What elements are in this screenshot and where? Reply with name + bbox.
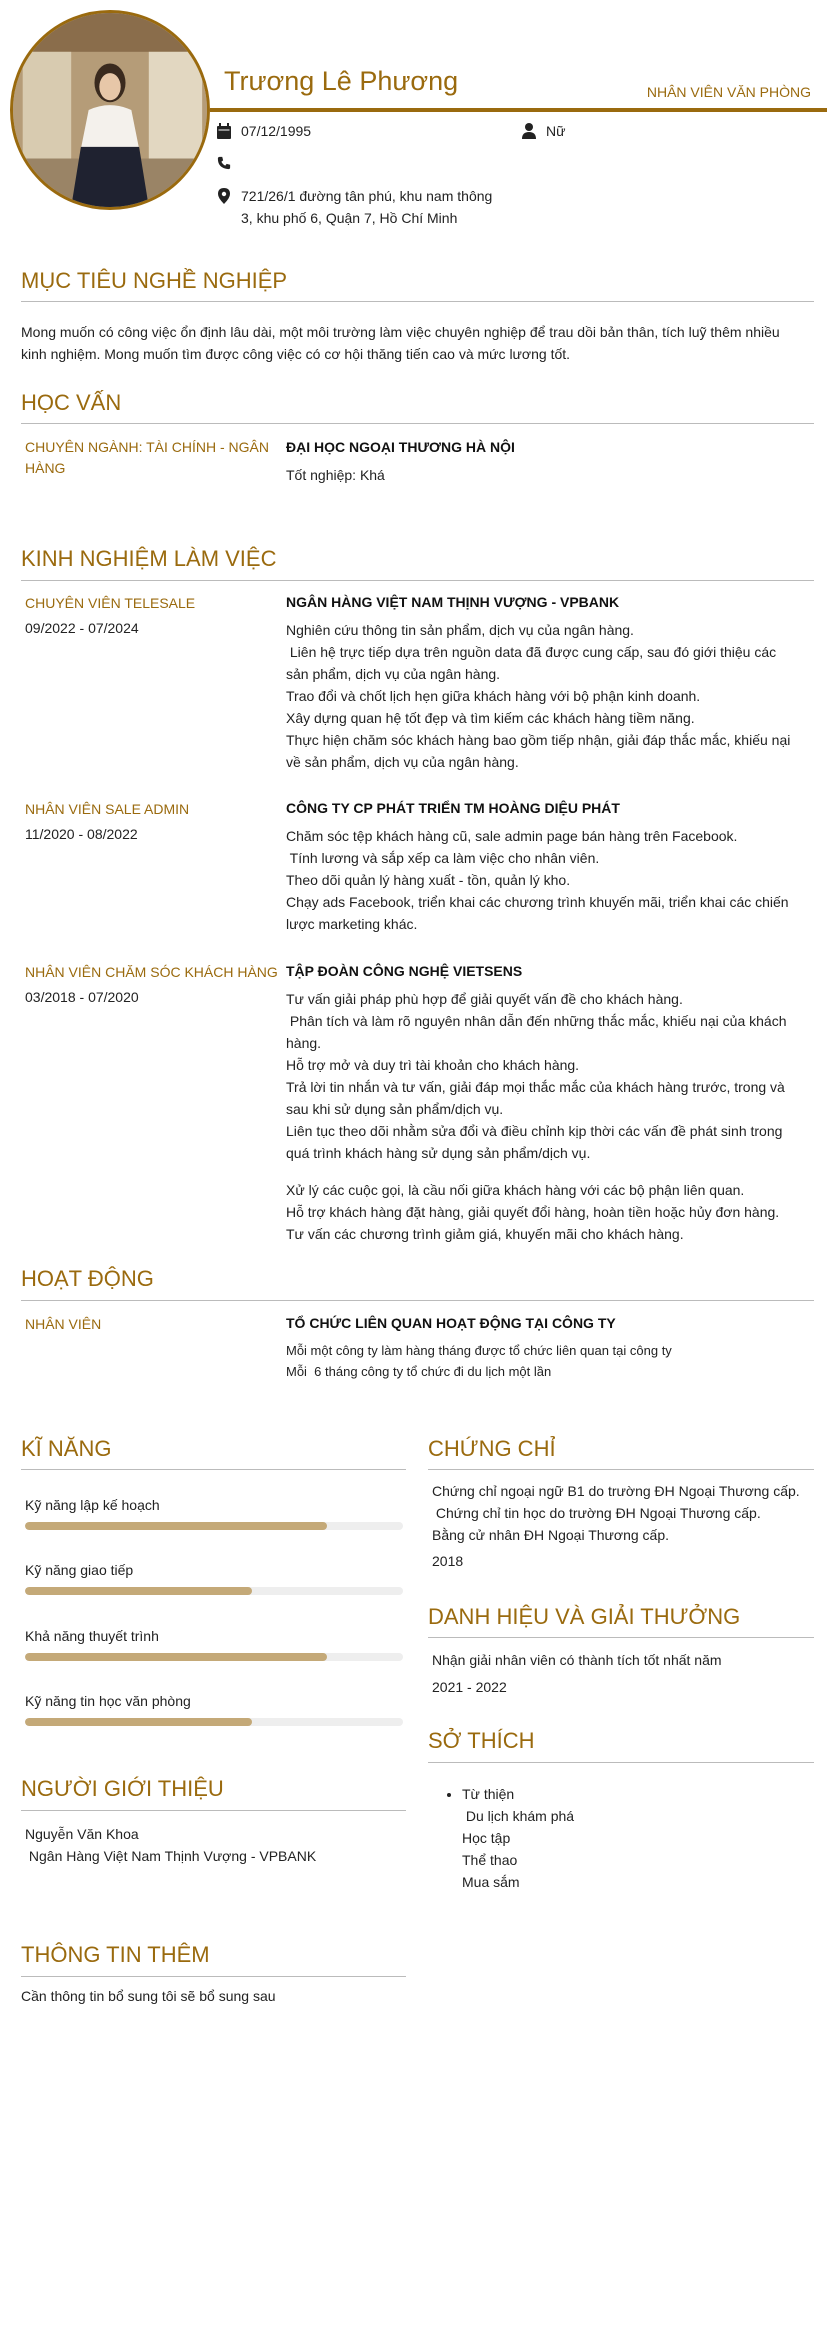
phone-icon <box>217 155 231 171</box>
skill-bar <box>25 1522 403 1530</box>
job-2-line: Chăm sóc tệp khách hàng cũ, sale admin page bán hàng trên Facebook. <box>286 828 738 844</box>
user-icon <box>522 123 536 139</box>
hobby-line: Du lịch khám phá <box>462 1808 575 1824</box>
calendar-icon <box>217 123 231 139</box>
reference-name: Nguyễn Văn Khoa <box>25 1826 139 1842</box>
education-school: ĐẠI HỌC NGOẠI THƯƠNG HÀ NỘI <box>286 439 515 455</box>
job-company-3: TẬP ĐOÀN CÔNG NGHỆ VIETSENS <box>286 963 523 979</box>
objective-line-2: kinh nghiệm. Mong muốn tìm được công việc có cơ hội thăng tiến cao và mức lương tốt. <box>21 346 571 362</box>
skill-name: Kỹ năng tin học văn phòng <box>25 1693 191 1709</box>
skill-bar-fill <box>25 1587 252 1595</box>
education-grade: Tốt nghiệp: Khá <box>286 467 385 483</box>
header-divider <box>210 108 827 112</box>
activity-line: Mỗi một công ty làm hàng tháng được tổ chức liên quan tại công ty <box>286 1343 672 1358</box>
job-start-1: 09/2022 <box>25 620 76 636</box>
job-dates-3: 03/2018 - 07/2020 <box>25 989 139 1005</box>
education-divider <box>21 423 814 424</box>
gender-text: Nữ <box>546 123 566 139</box>
address-line-1: 721/26/1 đường tân phú, khu nam thông <box>241 188 493 204</box>
job-2-line: Theo dõi quản lý hàng xuất - tồn, quản lý kho. <box>286 872 571 888</box>
skill-bar-fill <box>25 1522 327 1530</box>
job-role-2: NHÂN VIÊN SALE ADMIN <box>25 801 190 817</box>
skill-bar-fill <box>25 1653 327 1661</box>
activities-title: HOẠT ĐỘNG <box>21 1266 154 1291</box>
job-2-line: lược marketing khác. <box>286 916 418 932</box>
hobbies-divider <box>428 1762 814 1763</box>
certificate-line: Chứng chỉ tin học do trường ĐH Ngoại Thương cấp. <box>432 1505 761 1521</box>
references-divider <box>21 1810 406 1811</box>
job-1-line: Xây dựng quan hệ tốt đẹp và tìm kiếm các khách hàng tiềm năng. <box>286 710 695 726</box>
job-desc-2 <box>286 825 811 935</box>
hobby-line: Học tập <box>462 1830 511 1846</box>
award-year: 2021 - 2022 <box>432 1679 507 1695</box>
hobby-item <box>462 1783 574 1893</box>
hobbies-title: SỞ THÍCH <box>428 1728 535 1753</box>
job-3-line: Xử lý các cuộc gọi, là cầu nối giữa khách hàng với các bộ phận liên quan. <box>286 1182 745 1198</box>
job-end-1: 07/2024 <box>88 620 139 636</box>
activity-line: Mỗi 6 tháng công ty tổ chức đi du lịch một lần <box>286 1364 552 1379</box>
job-start-3: 03/2018 <box>25 989 76 1005</box>
award-text: Nhận giải nhân viên có thành tích tốt nhất năm <box>432 1652 722 1668</box>
activity-role: NHÂN VIÊN <box>25 1316 102 1332</box>
skill-name: Kỹ năng giao tiếp <box>25 1562 134 1578</box>
certificate-line: Chứng chỉ ngoại ngữ B1 do trường ĐH Ngoại Thương cấp. <box>432 1483 800 1499</box>
job-end-3: 07/2020 <box>88 989 139 1005</box>
job-3-line: sau khi sử dụng sản phẩm/dịch vụ. <box>286 1101 504 1117</box>
certificates-divider <box>428 1469 814 1470</box>
job-company-2: CÔNG TY CP PHÁT TRIỂN TM HOÀNG DIỆU PHÁT <box>286 800 620 816</box>
job-3-line: Hỗ trợ mở và duy trì tài khoản cho khách hàng. <box>286 1057 580 1073</box>
hobby-line: Thể thao <box>462 1852 518 1868</box>
more-info-title: THÔNG TIN THÊM <box>21 1942 210 1967</box>
job-desc-1 <box>286 619 811 773</box>
job-dates-2: 11/2020 - 08/2022 <box>25 826 138 842</box>
job-end-2: 08/2022 <box>87 826 138 842</box>
job-role-3: NHÂN VIÊN CHĂM SÓC KHÁCH HÀNG <box>25 964 278 980</box>
education-major-line-1: CHUYÊN NGÀNH: TÀI CHÍNH - NGÂN <box>25 439 269 455</box>
job-3-line: Liên tục theo dõi nhằm sửa đổi và điều chỉnh kịp thời các vấn đề phát sinh trong <box>286 1123 783 1139</box>
skill-name: Kỹ năng lập kế hoạch <box>25 1497 160 1513</box>
reference-org: Ngân Hàng Việt Nam Thịnh Vượng - VPBANK <box>25 1848 317 1864</box>
job-3-line: Hỗ trợ khách hàng đặt hàng, giải quyết đổi hàng, hoàn tiền hoặc hủy đơn hàng. <box>286 1204 780 1220</box>
skills-title: KĨ NĂNG <box>21 1436 112 1461</box>
job-desc-3 <box>286 988 811 1245</box>
avatar-photo-icon <box>13 13 207 207</box>
hobbies-list <box>440 1783 574 1893</box>
address-line-2: 3, khu phố 6, Quận 7, Hồ Chí Minh <box>241 210 458 226</box>
job-role-1: CHUYÊN VIÊN TELESALE <box>25 595 196 611</box>
job-2-line: Tính lương và sắp xếp ca làm việc cho nhân viên. <box>286 850 600 866</box>
references-title: NGƯỜI GIỚI THIỆU <box>21 1776 224 1801</box>
job-3-line: Tư vấn các chương trình giảm giá, khuyến mãi cho khách hàng. <box>286 1226 684 1242</box>
awards-divider <box>428 1637 814 1638</box>
job-1-line: Nghiên cứu thông tin sản phẩm, dịch vụ của ngân hàng. <box>286 622 634 638</box>
job-1-line: sản phẩm, dịch vụ của ngân hàng. <box>286 666 501 682</box>
job-3-line: Phân tích và làm rõ nguyên nhân dẫn đến những thắc mắc, khiếu nại của khách <box>286 1013 787 1029</box>
job-3-line: Trả lời tin nhắn và tư vấn, giải đáp mọi thắc mắc của khách hàng trước, trong và <box>286 1079 785 1095</box>
hobby-line: Mua sắm <box>462 1874 520 1890</box>
job-dates-1: 09/2022 - 07/2024 <box>25 620 139 636</box>
reference-block <box>25 1823 316 1867</box>
skill-bar <box>25 1718 403 1726</box>
job-3-line: Tư vấn giải pháp phù hợp để giải quyết vấn đề cho khách hàng. <box>286 991 683 1007</box>
job-3-spacer <box>286 1164 811 1179</box>
job-1-line: Liên hệ trực tiếp dựa trên nguồn data đã được cung cấp, sau đó giới thiệu các <box>286 644 777 660</box>
job-1-line: về sản phẩm, dịch vụ của ngân hàng. <box>286 754 519 770</box>
education-title: HỌC VẤN <box>21 390 122 415</box>
job-1-line: Trao đổi và chốt lịch hẹn giữa khách hàng với bộ phận kinh doanh. <box>286 688 701 704</box>
certificates-title: CHỨNG CHỈ <box>428 1436 556 1461</box>
location-pin-icon <box>217 188 231 204</box>
more-info-text: Cần thông tin bổ sung tôi sẽ bổ sung sau <box>21 1988 276 2004</box>
objective-text <box>21 321 821 365</box>
activity-org: TỔ CHỨC LIÊN QUAN HOẠT ĐỘNG TẠI CÔNG TY <box>286 1315 616 1331</box>
more-info-divider <box>21 1976 406 1977</box>
skill-bar-fill <box>25 1718 252 1726</box>
job-3-line: quá trình khách hàng sử dụng sản phẩm/dịch vụ. <box>286 1145 591 1161</box>
skill-name: Khả năng thuyết trình <box>25 1628 159 1644</box>
objective-title: MỤC TIÊU NGHỀ NGHIỆP <box>21 268 288 293</box>
certificate-line: Bằng cử nhân ĐH Ngoại Thương cấp. <box>432 1527 670 1543</box>
education-major-line-2: HÀNG <box>25 460 66 476</box>
experience-divider <box>21 580 814 581</box>
birthday-text: 07/12/1995 <box>241 123 312 139</box>
experience-title: KINH NGHIỆM LÀM VIỆC <box>21 546 277 571</box>
awards-title: DANH HIỆU VÀ GIẢI THƯỞNG <box>428 1604 741 1629</box>
activity-desc <box>286 1340 811 1382</box>
job-2-line: Chạy ads Facebook, triển khai các chương trình khuyến mãi, triển khai các chiến <box>286 894 789 910</box>
job-1-line: Thực hiện chăm sóc khách hàng bao gồm tiếp nhận, giải đáp thắc mắc, khiếu nại <box>286 732 791 748</box>
education-major <box>25 437 275 479</box>
objective-line-1: Mong muốn có công việc ổn định lâu dài, một môi trường làm việc chuyên nghiệp để trau dồi bản thân, tích luỹ thêm nhiều <box>21 324 780 340</box>
certificate-year: 2018 <box>432 1553 464 1569</box>
avatar <box>10 10 210 210</box>
candidate-name: Trương Lê Phương <box>224 66 459 96</box>
skills-divider <box>21 1469 406 1470</box>
job-position: NHÂN VIÊN VĂN PHÒNG <box>646 84 811 100</box>
hobby-line: • Từ thiện <box>462 1786 515 1802</box>
job-start-2: 11/2020 <box>25 826 75 842</box>
skill-bar <box>25 1587 403 1595</box>
cv-header <box>0 0 827 230</box>
activities-divider <box>21 1300 814 1301</box>
certificates-list <box>432 1480 822 1546</box>
job-company-1: NGÂN HÀNG VIỆT NAM THỊNH VƯỢNG - VPBANK <box>286 594 620 610</box>
objective-divider <box>21 301 814 302</box>
job-3-line: hàng. <box>286 1035 322 1051</box>
skill-bar <box>25 1653 403 1661</box>
